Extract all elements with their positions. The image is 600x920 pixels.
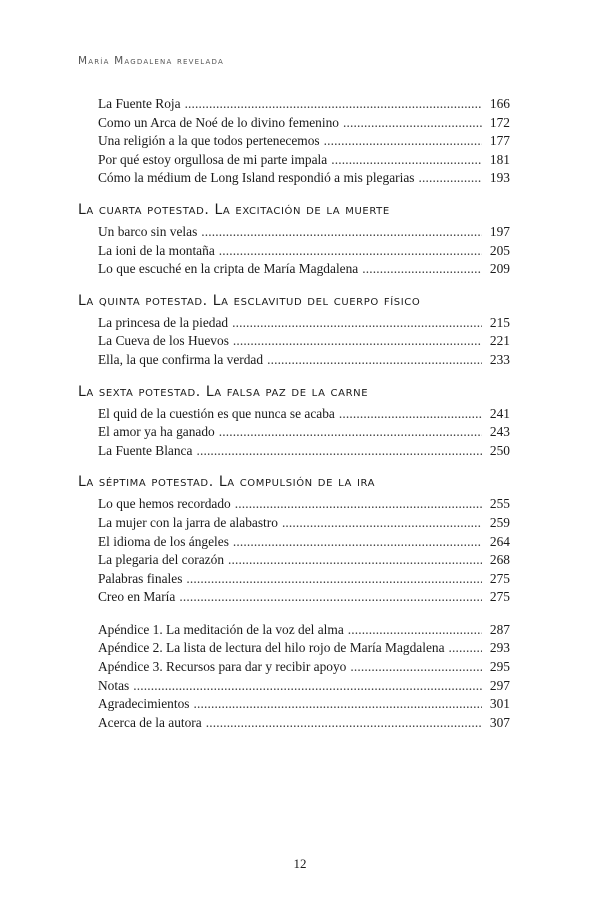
dot-leader [267, 351, 482, 370]
toc-entry [80, 151, 510, 170]
toc-entry-title: El amor ya ha ganado [98, 424, 215, 440]
toc-entry [80, 658, 510, 677]
toc-entry-page: 255 [489, 496, 510, 512]
toc-entry [80, 677, 510, 696]
toc-entry-page: 166 [489, 96, 510, 111]
dot-leader [350, 658, 482, 677]
toc-entry [80, 132, 510, 151]
toc-entry [80, 405, 510, 424]
toc-entry-title: Una religión a la que todos pertenecemos [98, 133, 320, 149]
dot-leader [206, 714, 482, 733]
toc-entry-page: 193 [489, 170, 510, 186]
toc-entry-page: 275 [489, 589, 510, 605]
dot-leader [418, 169, 482, 188]
toc-entry [80, 551, 510, 570]
toc-entry-page: 275 [489, 570, 510, 586]
toc-entry [80, 114, 510, 133]
toc-entry [80, 533, 510, 552]
toc-entry-page: 301 [489, 696, 510, 712]
toc-entry-page: 293 [489, 640, 510, 656]
dot-leader [235, 495, 482, 514]
dot-leader [179, 588, 482, 607]
toc-entry-page: 287 [489, 621, 510, 637]
toc-entry [80, 495, 510, 514]
dot-leader [339, 405, 482, 424]
dot-leader [201, 223, 482, 242]
toc-entry-title: Por qué estoy orgullosa de mi parte impala [98, 151, 328, 167]
section-title: La cuarta potestad. La excitación de la muerte [78, 201, 390, 218]
table-of-contents [80, 95, 510, 746]
section-title: La sexta potestad. La falsa paz de la carne [78, 383, 369, 400]
toc-entry-title: Creo en María [98, 589, 176, 605]
toc-entry [80, 95, 510, 114]
toc-section [80, 293, 510, 370]
toc-entry-page: 215 [489, 314, 510, 330]
dot-leader [133, 677, 482, 696]
back-matter [80, 621, 510, 733]
dot-leader [348, 621, 482, 640]
toc-entry [80, 514, 510, 533]
dot-leader [343, 114, 482, 133]
toc-entry-title: El quid de la cuestión es que nunca se acaba [98, 405, 335, 421]
toc-entry-page: 221 [489, 333, 510, 349]
toc-entry [80, 351, 510, 370]
toc-entry-title: Palabras finales [98, 570, 183, 586]
toc-entry [80, 639, 510, 658]
dot-leader [196, 442, 482, 461]
toc-entry-page: 295 [489, 659, 510, 675]
toc-entry [80, 588, 510, 607]
dot-leader [185, 95, 482, 114]
toc-sections [80, 202, 510, 607]
dot-leader [232, 314, 482, 333]
toc-entry-title: Un barco sin velas [98, 223, 198, 239]
toc-entry [80, 621, 510, 640]
toc-entry-page: 307 [489, 714, 510, 730]
toc-entry-title: Lo que escuché en la cripta de María Magdalena [98, 261, 359, 277]
toc-entry-page: 243 [489, 424, 510, 440]
toc-entry [80, 332, 510, 351]
toc-entry-title: Apéndice 3. Recursos para dar y recibir apoyo [98, 659, 347, 675]
toc-entry-title: Lo que hemos recordado [98, 496, 231, 512]
toc-entry-page: 264 [489, 533, 510, 549]
toc-entry [80, 242, 510, 261]
toc-entry-page: 197 [489, 223, 510, 239]
dot-leader [331, 151, 482, 170]
toc-entry-page: 181 [489, 151, 510, 167]
toc-entry [80, 570, 510, 589]
toc-section [80, 384, 510, 461]
dot-leader [324, 132, 482, 151]
dot-leader [449, 639, 482, 658]
toc-entry-title: Notas [98, 677, 130, 693]
section-title: La quinta potestad. La esclavitud del cuerpo físico [78, 292, 421, 309]
toc-entry-title: Ella, la que confirma la verdad [98, 351, 264, 367]
toc-entry-title: Acerca de la autora [98, 714, 202, 730]
toc-entry-page: 297 [489, 677, 510, 693]
toc-entry-title: La princesa de la piedad [98, 314, 229, 330]
dot-leader [219, 242, 482, 261]
toc-entry-page: 268 [489, 552, 510, 568]
toc-entry-page: 172 [489, 114, 510, 130]
toc-entry-page: 259 [489, 514, 510, 530]
toc-entry [80, 423, 510, 442]
dot-leader [233, 533, 482, 552]
section-title: La séptima potestad. La compulsión de la ira [78, 474, 376, 491]
toc-entry [80, 223, 510, 242]
toc-entry [80, 714, 510, 733]
page-number: 12 [293, 856, 307, 871]
toc-entry [80, 169, 510, 188]
toc-entry [80, 695, 510, 714]
dot-leader [219, 423, 482, 442]
dot-leader [282, 514, 482, 533]
toc-entry-page: 250 [489, 442, 510, 458]
toc-entry-title: La plegaria del corazón [98, 552, 225, 568]
toc-entry-title: El idioma de los ángeles [98, 533, 229, 549]
dot-leader [362, 260, 482, 279]
toc-entry-page: 177 [489, 133, 510, 149]
toc-entry-page: 233 [489, 351, 510, 367]
intro-entries [80, 95, 510, 188]
toc-entry-title: Como un Arca de Noé de lo divino femenino [98, 114, 339, 130]
toc-entry-title: Apéndice 2. La lista de lectura del hilo rojo de María Magdalena [98, 640, 445, 656]
toc-entry-page: 241 [489, 405, 510, 421]
running-head: María Magdalena revelada [78, 55, 224, 67]
dot-leader [193, 695, 482, 714]
toc-entry-page: 209 [489, 261, 510, 277]
toc-entry-title: La ioni de la montaña [98, 242, 215, 258]
toc-entry [80, 260, 510, 279]
toc-entry [80, 442, 510, 461]
toc-section [80, 202, 510, 279]
toc-entry-title: Apéndice 1. La meditación de la voz del alma [98, 621, 344, 637]
toc-entry-title: La Cueva de los Huevos [98, 333, 229, 349]
dot-leader [186, 570, 482, 589]
toc-entry-page: 205 [489, 242, 510, 258]
dot-leader [233, 332, 482, 351]
toc-entry-title: La mujer con la jarra de alabastro [98, 514, 278, 530]
toc-entry-title: La Fuente Blanca [98, 442, 193, 458]
toc-section [80, 474, 510, 607]
toc-entry-title: Cómo la médium de Long Island respondió a mis plegarias [98, 170, 415, 186]
toc-entry-title: La Fuente Roja [98, 96, 181, 111]
toc-entry-title: Agradecimientos [98, 696, 190, 712]
toc-entry [80, 314, 510, 333]
dot-leader [228, 551, 482, 570]
